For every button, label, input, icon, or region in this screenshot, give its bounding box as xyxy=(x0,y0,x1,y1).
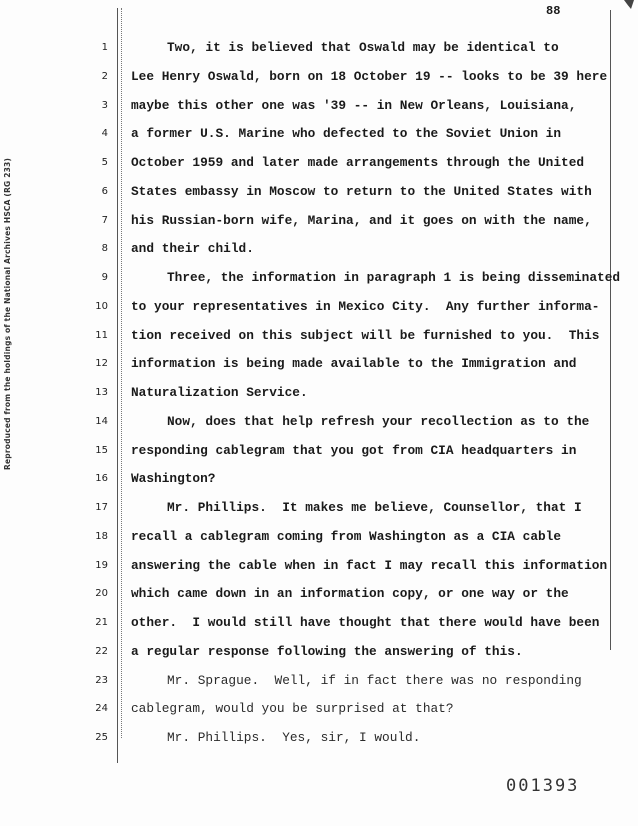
transcript-line xyxy=(0,128,638,148)
archive-stamp: Reproduced from the holdings of the National Archives HSCA (RG 233) xyxy=(3,157,12,470)
line-number: 16 xyxy=(95,473,108,485)
line-text: other. I would still have thought that there would have been xyxy=(131,615,600,630)
line-number: 19 xyxy=(95,559,108,571)
transcript-line xyxy=(0,298,638,321)
line-text: Mr. Phillips. Yes, sir, I would. xyxy=(167,730,421,745)
line-number: 3 xyxy=(101,99,108,111)
transcript-line xyxy=(0,327,638,350)
line-text: Two, it is believed that Oswald may be identical to xyxy=(167,40,559,55)
line-number: 2 xyxy=(101,70,108,82)
transcript-line xyxy=(0,212,638,235)
transcript-line xyxy=(0,703,638,723)
line-text: information is being made available to the Immigration and xyxy=(131,356,577,372)
line-text: Washington? xyxy=(131,471,216,487)
transcript-line xyxy=(0,528,638,551)
transcript-line xyxy=(0,473,638,493)
transcript-line xyxy=(0,358,638,378)
line-number: 23 xyxy=(95,674,108,686)
line-text: and their child. xyxy=(131,241,254,257)
line-number: 7 xyxy=(101,214,108,226)
line-number: 11 xyxy=(95,329,108,341)
corner-mark xyxy=(624,0,634,9)
line-number: 22 xyxy=(95,645,108,657)
transcript-line xyxy=(0,672,638,695)
line-number: 13 xyxy=(95,387,108,398)
bates-number: 001393 xyxy=(506,776,580,796)
line-number: 25 xyxy=(95,732,108,743)
line-text: Mr. Phillips. It makes me believe, Counsellor, that I xyxy=(167,500,582,515)
line-text: Lee Henry Oswald, born on 18 October 19 -- looks to be 39 here xyxy=(131,68,608,84)
line-number: 5 xyxy=(101,157,108,168)
line-text: Naturalization Service. xyxy=(131,385,308,400)
line-number: 15 xyxy=(95,444,108,456)
line-text: a regular response following the answering of this. xyxy=(131,643,523,659)
line-number: 24 xyxy=(95,703,108,715)
line-text: Three, the information in paragraph 1 is being disseminated xyxy=(167,270,621,285)
line-text: recall a cablegram coming from Washington as a CIA cable xyxy=(131,528,562,544)
line-number: 18 xyxy=(95,530,108,542)
line-text: to your representatives in Mexico City. Any further informa- xyxy=(131,298,600,314)
transcript-line xyxy=(0,183,638,206)
page-number: 88 xyxy=(546,4,561,18)
transcript-line xyxy=(0,442,638,465)
transcript-line xyxy=(0,643,638,666)
transcript-line xyxy=(0,413,638,436)
line-text: States embassy in Moscow to return to the United States with xyxy=(131,183,592,199)
line-text: tion received on this subject will be furnished to you. This xyxy=(131,327,600,343)
line-text: cablegram, would you be surprised at that? xyxy=(131,701,454,717)
transcript-line xyxy=(0,97,638,120)
line-text: maybe this other one was '39 -- in New Orleans, Louisiana, xyxy=(131,97,577,113)
line-number: 9 xyxy=(101,272,108,283)
line-number: 10 xyxy=(95,300,108,312)
transcript-line xyxy=(0,42,638,62)
line-text: responding cablegram that you got from CIA headquarters in xyxy=(131,442,577,458)
line-number: 12 xyxy=(95,358,108,370)
line-number: 8 xyxy=(101,243,108,255)
line-number: 4 xyxy=(101,128,108,140)
line-number: 14 xyxy=(95,415,108,427)
transcript-line xyxy=(0,557,638,580)
line-number: 17 xyxy=(95,502,108,513)
line-text: October 1959 and later made arrangements through the United xyxy=(131,155,585,170)
transcript-line xyxy=(0,502,638,522)
line-text: Mr. Sprague. Well, if in fact there was no responding xyxy=(167,672,582,688)
transcript-line xyxy=(0,732,638,752)
line-number: 20 xyxy=(95,588,108,600)
line-text: a former U.S. Marine who defected to the Soviet Union in xyxy=(131,126,562,142)
line-number: 1 xyxy=(101,42,108,53)
line-text: answering the cable when in fact I may recall this information xyxy=(131,557,608,573)
transcript-line xyxy=(0,157,638,177)
transcript-line xyxy=(0,272,638,292)
line-number: 6 xyxy=(101,185,108,197)
line-text: Now, does that help refresh your recollection as to the xyxy=(167,413,590,429)
transcript-line xyxy=(0,243,638,263)
line-text: his Russian-born wife, Marina, and it goes on with the name, xyxy=(131,212,592,228)
transcript-line xyxy=(0,617,638,637)
line-number: 21 xyxy=(95,617,108,628)
transcript-line xyxy=(0,588,638,608)
line-text: which came down in an information copy, or one way or the xyxy=(131,586,569,602)
transcript-line xyxy=(0,387,638,407)
transcript-line xyxy=(0,68,638,91)
